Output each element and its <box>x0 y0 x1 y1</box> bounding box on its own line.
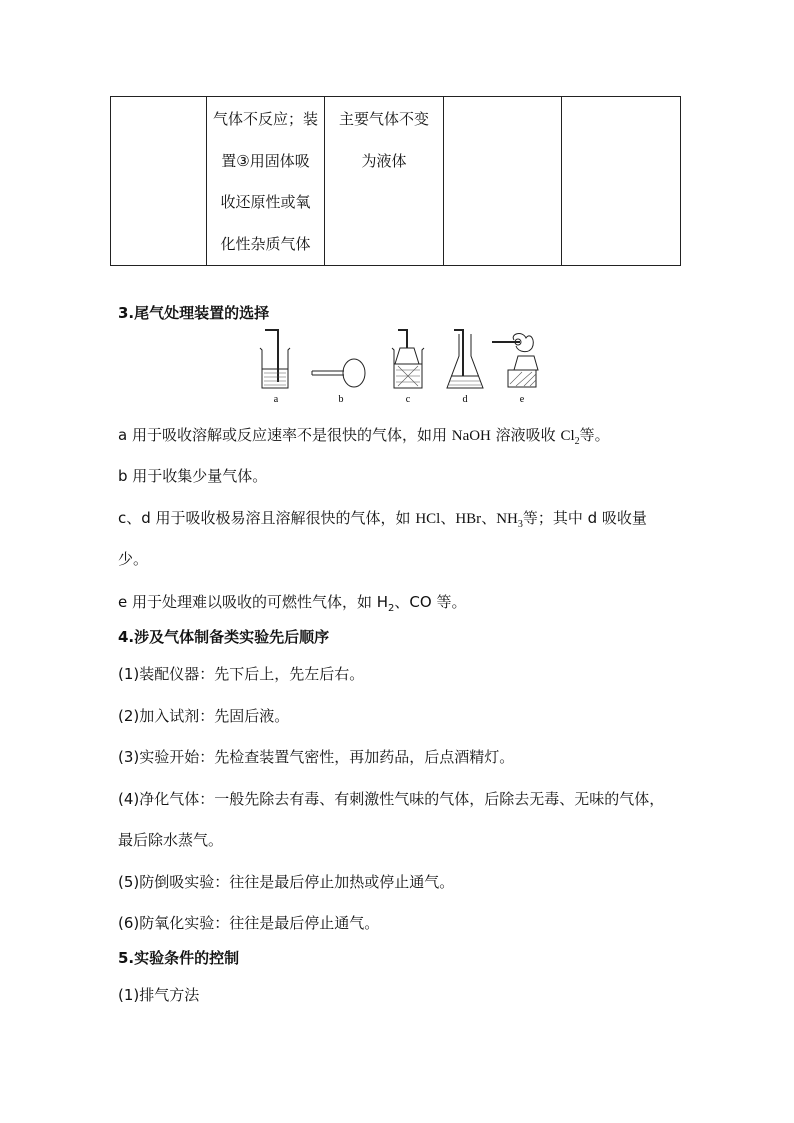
paragraph-a: a 用于吸收溶解或反应速率不是很快的气体，如用 NaOH 溶液吸收 $Cl_2$等。 <box>118 426 610 447</box>
apparatus-c <box>392 330 424 388</box>
figure-label-c: c <box>405 394 411 405</box>
apparatus-b <box>312 359 365 387</box>
figure-label-a: a <box>273 394 279 405</box>
list-item: (4)净化气体：一般先除去有毒、有刺激性气味的气体，后除去无毒、无味的气体， <box>118 790 665 808</box>
continuation-table <box>110 96 681 266</box>
list-item: (2)加入试剂：先固后液。 <box>118 707 290 725</box>
table-cell-2 <box>207 97 325 266</box>
figure-labels <box>274 394 525 405</box>
cell-2-line: 收还原性或氧 <box>220 193 311 211</box>
list-item: (3)实验开始：先检查装置气密性，再加药品，后点酒精灯。 <box>118 748 515 766</box>
cell-3-line: 主要气体不变 <box>338 110 429 128</box>
apparatus-d <box>447 330 483 388</box>
cell-3-line: 为液体 <box>361 151 407 170</box>
tail-gas-apparatus-figure <box>256 326 542 406</box>
list-item: 最后除水蒸气。 <box>118 831 224 849</box>
cell-2-line: 气体不反应；装 <box>212 110 318 128</box>
table-cell-1 <box>111 97 207 266</box>
cell-2-line: 化性杂质气体 <box>220 234 311 253</box>
cell-2-line: 置③用固体吸 <box>221 151 310 170</box>
list-item: (1)排气方法 <box>118 986 200 1004</box>
figure-label-d: d <box>462 394 468 405</box>
table-cell-5 <box>562 97 681 266</box>
section-5-heading: 5.实验条件的控制 <box>118 949 240 967</box>
paragraph-b: b 用于收集少量气体。 <box>118 467 268 485</box>
paragraph-cd-continued: 少。 <box>118 550 149 568</box>
section-4-heading: 4.涉及气体制备类实验先后顺序 <box>118 628 330 646</box>
figure-label-b: b <box>338 394 344 405</box>
table-cell-4 <box>444 97 562 266</box>
table-row <box>111 97 681 266</box>
paragraph-cd: c、d 用于吸收极易溶且溶解很快的气体，如 HCl、HBr、$NH_3$等；其中 d 吸收量 <box>118 509 647 530</box>
list-item: (6)防氧化实验：往往是最后停止通气。 <box>118 914 380 932</box>
apparatus-e <box>492 334 538 387</box>
list-item: (5)防倒吸实验：往往是最后停止加热或停止通气。 <box>118 873 455 891</box>
section-3-heading: 3.尾气处理装置的选择 <box>118 304 270 322</box>
paragraph-e: e 用于处理难以吸收的可燃性气体，如 $H_2$、CO 等。 <box>118 593 467 614</box>
figure-label-e: e <box>519 394 525 405</box>
apparatus-a <box>260 330 290 388</box>
table-cell-3 <box>325 97 444 266</box>
list-item: (1)装配仪器：先下后上，先左后右。 <box>118 665 365 683</box>
